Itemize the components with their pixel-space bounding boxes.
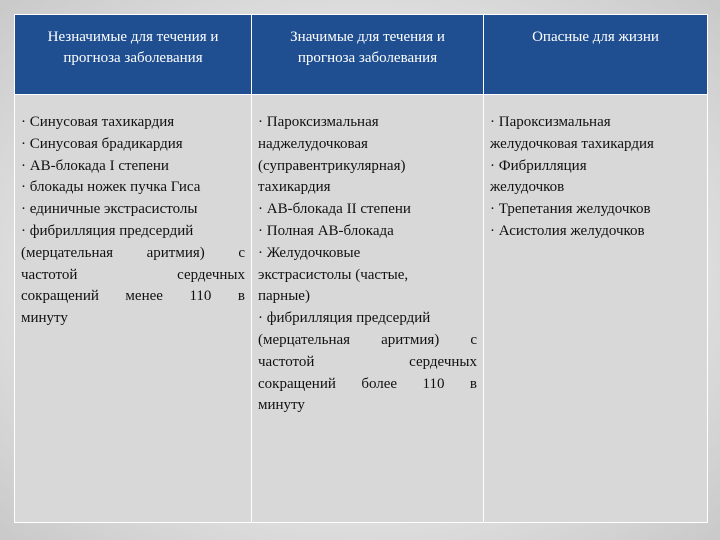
cell-line: сокращений менее 110 в [21, 288, 245, 305]
cell-line: · фибрилляция предсердий [258, 310, 431, 327]
cell-line: частотой сердечных [258, 353, 477, 370]
cell-line: минуту [21, 310, 68, 327]
cell-line: (суправентрикулярная) [258, 157, 406, 174]
cell-line: · Асистолия желудочков [490, 222, 645, 239]
cell-line: · Желудочковые [258, 244, 361, 261]
header-line: прогноза заболевания [297, 50, 438, 66]
cell-line: тахикардия [258, 179, 331, 196]
cell-line: экстрасистолы (частые, [258, 266, 409, 283]
cell-line: · АВ-блокада I степени [21, 157, 169, 174]
header-line: Опасные для жизни [532, 29, 659, 45]
header-insignificant [15, 15, 252, 95]
cell-line: · Трепетания желудочков [490, 201, 651, 218]
cell-line: · единичные экстрасистолы [21, 201, 198, 218]
cell-line: желудочковая тахикардия [490, 135, 654, 152]
cell-line: · Синусовая брадикардия [21, 135, 183, 152]
cell-line: парные) [258, 288, 310, 305]
cell-line: (мерцательная аритмия) с [258, 331, 477, 348]
header-life-threatening [484, 15, 708, 95]
cell-line: · Пароксизмальная [258, 114, 379, 130]
header-line: прогноза заболевания [63, 50, 203, 66]
header-significant [252, 15, 484, 95]
cell-line: · блокады ножек пучка Гиса [21, 179, 201, 196]
cell-line: сокращений более 110 в [258, 375, 477, 392]
cell-line: · Полная АВ-блокада [258, 222, 394, 239]
cell-line: · Фибрилляция [490, 157, 587, 174]
header-line: Значимые для течения и [290, 29, 445, 45]
cell-line: (мерцательная аритмия) с [21, 244, 245, 261]
cell-line: наджелудочковая [258, 135, 368, 152]
header-row [15, 15, 708, 95]
cell-life-threatening [484, 95, 708, 523]
cell-line: частотой сердечных [21, 266, 245, 283]
cell-line: · Пароксизмальная [490, 114, 611, 130]
cell-significant [252, 95, 484, 523]
content-row [15, 95, 708, 523]
cell-line: · фибрилляция предсердий [21, 222, 194, 239]
header-line: Незначимые для течения и [47, 29, 219, 45]
arrhythmia-classification-table [14, 14, 708, 523]
cell-line: желудочков [490, 179, 565, 196]
cell-line: минуту [258, 397, 305, 414]
cell-insignificant [15, 95, 252, 523]
cell-line: · Синусовая тахикардия [21, 114, 175, 130]
cell-line: · АВ-блокада II степени [258, 201, 411, 218]
